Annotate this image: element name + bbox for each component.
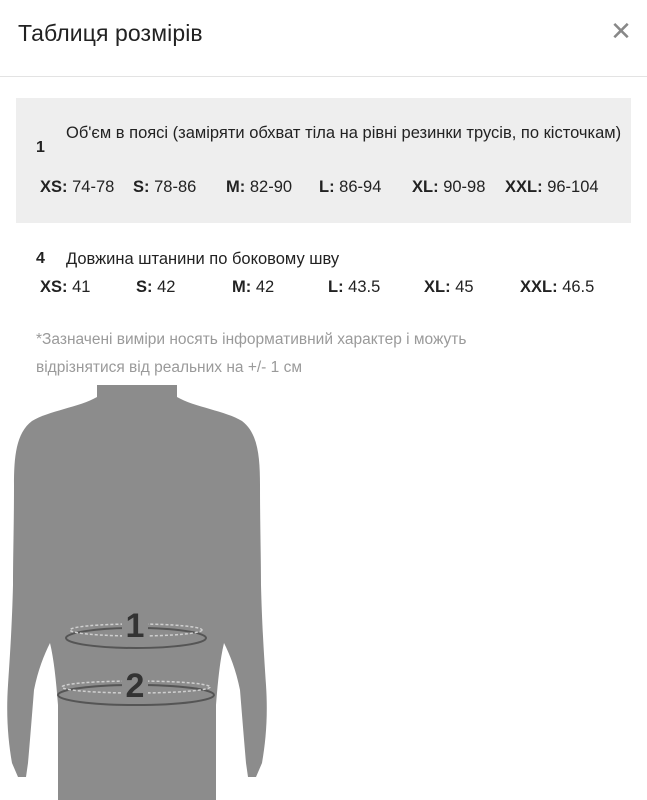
size-label: S: [133,178,150,196]
close-icon[interactable]: ✕ [610,16,632,46]
size-item [505,178,599,197]
size-row-2 [40,278,620,300]
size-item [520,278,594,297]
size-value: 42 [157,278,176,296]
body-silhouette-figure [0,385,270,800]
size-item [412,178,485,197]
size-value: 43.5 [348,278,381,296]
size-item [424,278,474,297]
size-label: XXL: [520,278,558,296]
size-item [40,178,114,197]
size-row-1 [40,178,620,200]
size-item [136,278,175,297]
modal-header [0,0,647,77]
disclaimer-note: *Зазначені виміри носять інформативний характер і можуть відрізнятися від реальних на +/- 1 см [36,331,467,376]
size-label: XS: [40,178,68,196]
measurement-number: 4 [36,250,45,267]
size-value: 74-78 [72,178,115,196]
measurement-description: Довжина штанини по боковому шву [66,250,340,268]
size-value: 96-104 [547,178,599,196]
measurement-description: Об'єм в поясі (заміряти обхват тіла на рівні резинки трусів, по кісточкам) [66,124,622,142]
size-value: 46.5 [562,278,595,296]
size-label: M: [232,278,252,296]
size-label: XL: [424,278,451,296]
size-value: 45 [455,278,474,296]
size-label: M: [226,178,246,196]
size-value: 42 [255,278,275,296]
size-value: 78-86 [154,178,197,196]
size-item [328,278,380,297]
marker-1-label: 1 [125,607,145,645]
size-value: 90-98 [443,178,486,196]
size-label: L: [319,178,335,196]
measurement-card-1 [16,98,631,223]
size-value: 86-94 [339,178,382,196]
size-item [232,278,274,297]
body-silhouette-icon [7,385,267,800]
size-label: XXL: [505,178,543,196]
modal-title: Таблиця розмірів [18,20,203,46]
size-value: 82-90 [249,178,293,196]
size-item [40,278,90,297]
size-item [133,178,196,197]
size-label: S: [136,278,153,296]
size-item [319,178,381,197]
marker-2-label: 2 [125,667,145,705]
size-value: 41 [72,278,91,296]
size-label: L: [328,278,344,296]
size-label: XL: [412,178,439,196]
measurement-number: 1 [36,139,45,156]
size-item [226,178,292,197]
size-label: XS: [40,278,68,296]
